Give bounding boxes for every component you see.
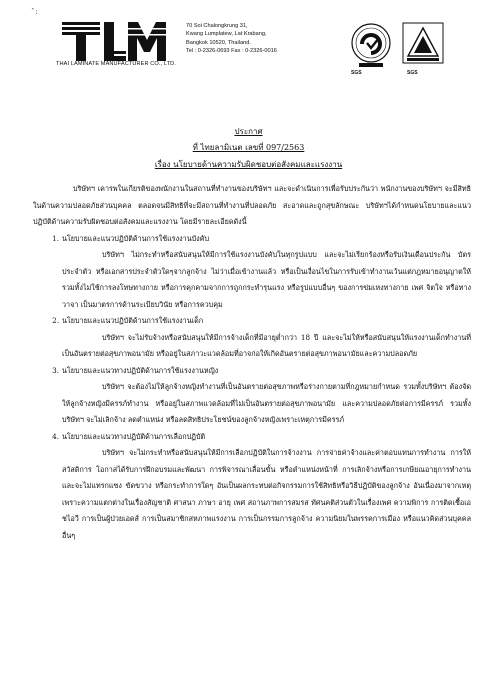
intro-paragraph: บริษัทฯ เคารพในเกียรติของพนักงานในสถานที่ทำงานของบริษัทฯ และจะดำเนินการเพื่อรับประกันว่า พนักงานของบริษัทฯ จะมีสิทธิในด้านความปลอดภัยส่วนบุคคล ตลอดจนมีสิทธิที่จะมีสถานที่ทำงานที่ปลอดภัย สะอาดและถูกสุขลักษณะ บริษัทฯได้กำหนดนโยบายและแนวปฏิบัติด้านความรับผิดชอบต่อสังคมและแรงงาน โดยมีรายละเอียดดังนี้ [33, 184, 471, 226]
section-number: 1. [52, 233, 59, 243]
announcement-subject: เรื่อง นโยบายด้านความรับผิดชอบต่อสังคมและแรงงาน [154, 160, 343, 169]
section-number: 3. [52, 365, 59, 375]
tlm-logo [62, 22, 166, 62]
section-heading [33, 363, 471, 380]
section-paragraph: บริษัทฯ จะต้องไม่ให้ลูกจ้างหญิงทำงานที่เป็นอันตรายต่อสุขภาพหรือร่างกายตามที่กฎหมายกำหนด รวมทั้งบริษัทฯ ต้องจัดให้ลูกจ้างหญิงมีครรภ์ทำงาน หรืออยู่ในสภาพแวดล้อมที่ไม่เป็นอันตรายต่อสุขภาพอนามัย และความปลอดภัยต่อการมีครรภ์ รวมทั้งบริษัทฯ จะไม่เลิกจ้าง ลดตำแหน่ง หรือลดสิทธิประโยชน์ของลูกจ้างหญิงเพราะเหตุการมีครรภ์ [62, 382, 471, 424]
address-line: Bangkok 10520, Thailand. [186, 39, 251, 46]
section-title: นโยบายและแนวปฏิบัติด้านการใช้แรงงานบังคับ [62, 233, 210, 243]
accreditation-seal-icon [402, 22, 444, 68]
document-body [33, 181, 471, 544]
address-line: Tel : 0-2326-0693 Fax : 0-2326-0016 [186, 48, 277, 55]
section-title: นโยบายและแนวทางปฏิบัติด้านการเลือกปฏิบัติ [62, 431, 206, 441]
corner-mark: ˆ: [31, 8, 39, 16]
company-name: THAI LAMINATE MANUFACTURER CO., LTD. [56, 61, 176, 67]
address-line: 70 Soi Chalongkrung 31, [186, 23, 248, 29]
section-heading [33, 429, 471, 446]
cert-label: SGS [351, 70, 362, 76]
section-heading [33, 313, 471, 330]
section-paragraph: บริษัทฯ ไม่กระทำหรือสนับสนุนให้มีการใช้แรงงานบังคับในทุกรูปแบบ และจะไม่เรียกร้องหรือรับเงินเดือนประกัน บัตรประจำตัว หรือเอกสารประจำตัวใดๆจากลูกจ้าง ไม่ว่าเมื่อเข้างานแล้ว หรือเป็นเงื่อนไขในการรับเข้าทำงานเว้นแต่กฎหมายอนุญาตให้ รวมทั้งไม่ใช้การลงโทษทางกาย หรือการคุกคามจากการถูกกระทำรุนแรง หรือรูปแบบอื่นๆ ของการข่มเหงทางกาย เพศ จิตใจ หรือทางวาจา เป็นมาตรการด้านระเบียบวินัย หรือการควบคุม [62, 250, 471, 309]
address-line: Kwang Lumplatew, Lat Krabang, [186, 31, 267, 38]
section-paragraph: บริษัทฯ จะไม่กระทำหรือสนับสนุนให้มีการเลือกปฏิบัติในการจ้างงาน การจ่ายค่าจ้างและค่าตอบแทนการทำงาน การให้สวัสดิการ โอกาสได้รับการฝึกอบรมและพัฒนา การพิจารณาเลื่อนขั้น หรือตำแหน่งหน้าที่ การเลิกจ้างหรือการเกษียณอายุการทำงาน และจะไม่แทรกแซง ขัดขวาง หรือกระทำการใดๆ อันเป็นผลกระทบต่อกิจกรรมการใช้สิทธิหรือวิธีปฏิบัติของลูกจ้าง อันเนื่องมาจากเหตุเพราะความแตกต่างในเรื่องสัญชาติ ศาสนา ภาษา อายุ เพศ สถานภาพการสมรส ทัศนคติส่วนตัวในเรื่องเพศ ความพิการ การติดเชื้อเอชไอวี การเป็นผู้ป่วยเอดส์ การเป็นสมาชิกสหภาพแรงงาน การเป็นกรรมการลูกจ้าง ความนิยมในพรรคการเมือง หรือแนวคิดส่วนบุคคลอื่นๆ [62, 448, 471, 540]
section-title: นโยบายและแนวทางปฏิบัติด้านการใช้แรงงานหญิง [62, 365, 219, 375]
announcement-title: ประกาศ [234, 127, 263, 136]
company-address [186, 22, 316, 56]
section-title: นโยบายและแนวปฏิบัติด้านการใช้แรงงานเด็ก [62, 316, 204, 325]
cert-label: SGS [407, 70, 418, 76]
certification-seal-icon [350, 22, 392, 68]
section-number: 4. [52, 431, 59, 441]
section-heading [33, 231, 471, 248]
section-paragraph: บริษัทฯ จะไม่รับจ้างหรือสนับสนุนให้มีการจ้างเด็กที่มีอายุต่ำกว่า 18 ปี และจะไม่ให้หรือสนับสนุนให้แรงงานเด็กทำงานที่เป็นอันตรายต่อสุขภาพอนามัย หรืออยู่ในสภาวะแวดล้อมที่อาจก่อให้เกิดอันตรายต่อสุขภาพอนามัยและความปลอดภัย [62, 332, 471, 358]
section-number: 2. [52, 316, 59, 325]
announcement-number: ที่ ไทยลามิเนต เลขที่ 097/2563 [192, 143, 305, 152]
